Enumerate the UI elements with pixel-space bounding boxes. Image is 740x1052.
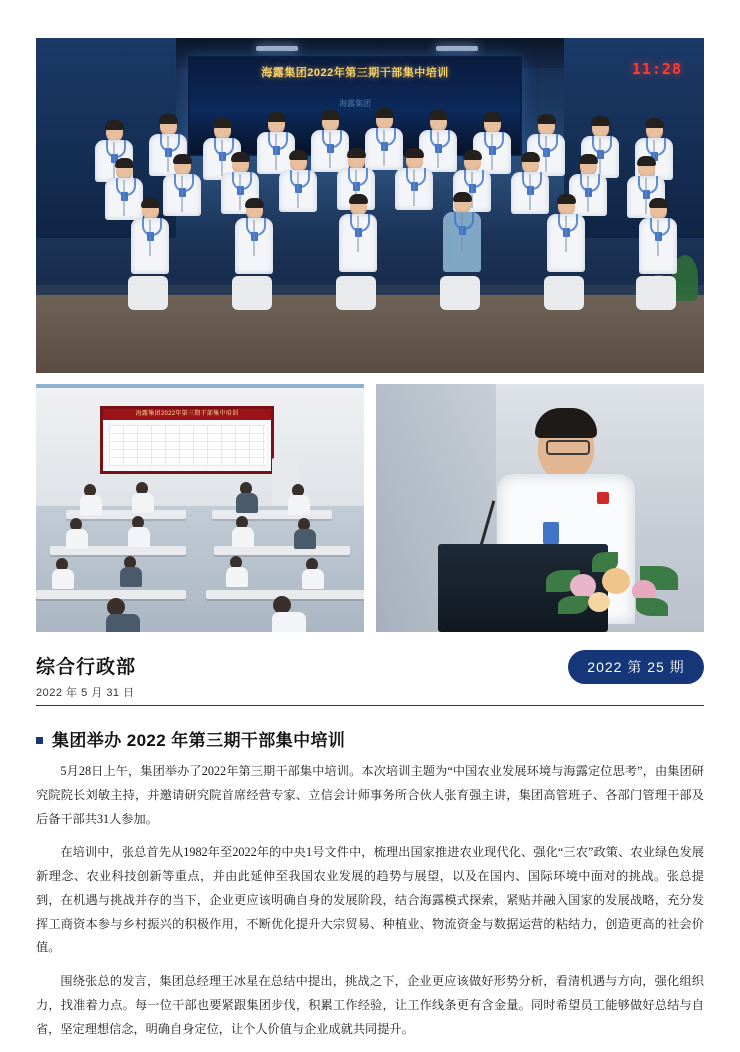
stage-screen-subtitle: 海露集团 — [339, 99, 371, 108]
wall-clock: 11:28 — [631, 60, 682, 78]
publish-date: 2022 年 5 月 31 日 — [36, 687, 135, 699]
bullet-square-icon — [36, 737, 43, 744]
classroom-screen — [100, 406, 274, 474]
group-photo — [36, 38, 704, 373]
department-name: 综合行政部 — [36, 657, 137, 678]
classroom-photo — [36, 384, 364, 632]
flower-arrangement — [540, 544, 690, 628]
article-paragraph: 在培训中，张总首先从1982年至2022年的中央1号文件中，梳理出国家推进农业现代化、强化“三农”政策、农业绿色发展新理念、农业科技创新等重点，并由此延伸至我国农业发展的趋势与展望，以及在国内、国际环境中面对的挑战。张总提到，在机遇与挑战并存的当下，企业更应该明确自身的发展阶段，结合海露模式探索，紧贴并融入国家的发展战略，充分发挥工商资本参与乡村振兴的积极作用，不断优化提升大宗贸易、种植业、物流资金与数据运营的粘结力，创造更高的社会价值。 — [36, 845, 704, 955]
stage-screen-title: 海露集团2022年第三期干部集中培训 — [261, 67, 449, 79]
classroom-screen-title: 海露集团2022年第三期干部集中培训 — [103, 409, 271, 420]
article-paragraph: 5月28日上午，集团举办了2022年第三期干部集中培训。本次培训主题为“中国农业发展环境与海露定位思考”，由集团研究院院长刘敏主持，并邀请研究院首席经营专家、立信会计师事务所合伙人张育强主讲，集团高管班子、各部门管理干部及后备干部共31人参加。 — [36, 764, 704, 826]
article-body — [36, 760, 704, 1052]
issue-badge: 2022 第 25 期 — [568, 650, 704, 684]
article-paragraph: 围绕张总的发言，集团总经理王冰星在总结中提出，挑战之下，企业更应该做好形势分析，看清机遇与方向，强化组织力，找准着力点。每一位干部也要紧跟集团步伐，积累工作经验，让工作线条更有含金量。同时希望员工能够做好总结与自省，坚定理想信念，明确自身定位，让个人价值与企业成就共同提升。 — [36, 974, 704, 1036]
slide-table — [109, 425, 265, 466]
header-divider — [36, 705, 704, 706]
speaker-photo — [376, 384, 704, 632]
headline-text: 集团举办 2022 年第三期干部集中培训 — [52, 731, 346, 750]
page-title — [36, 726, 704, 751]
